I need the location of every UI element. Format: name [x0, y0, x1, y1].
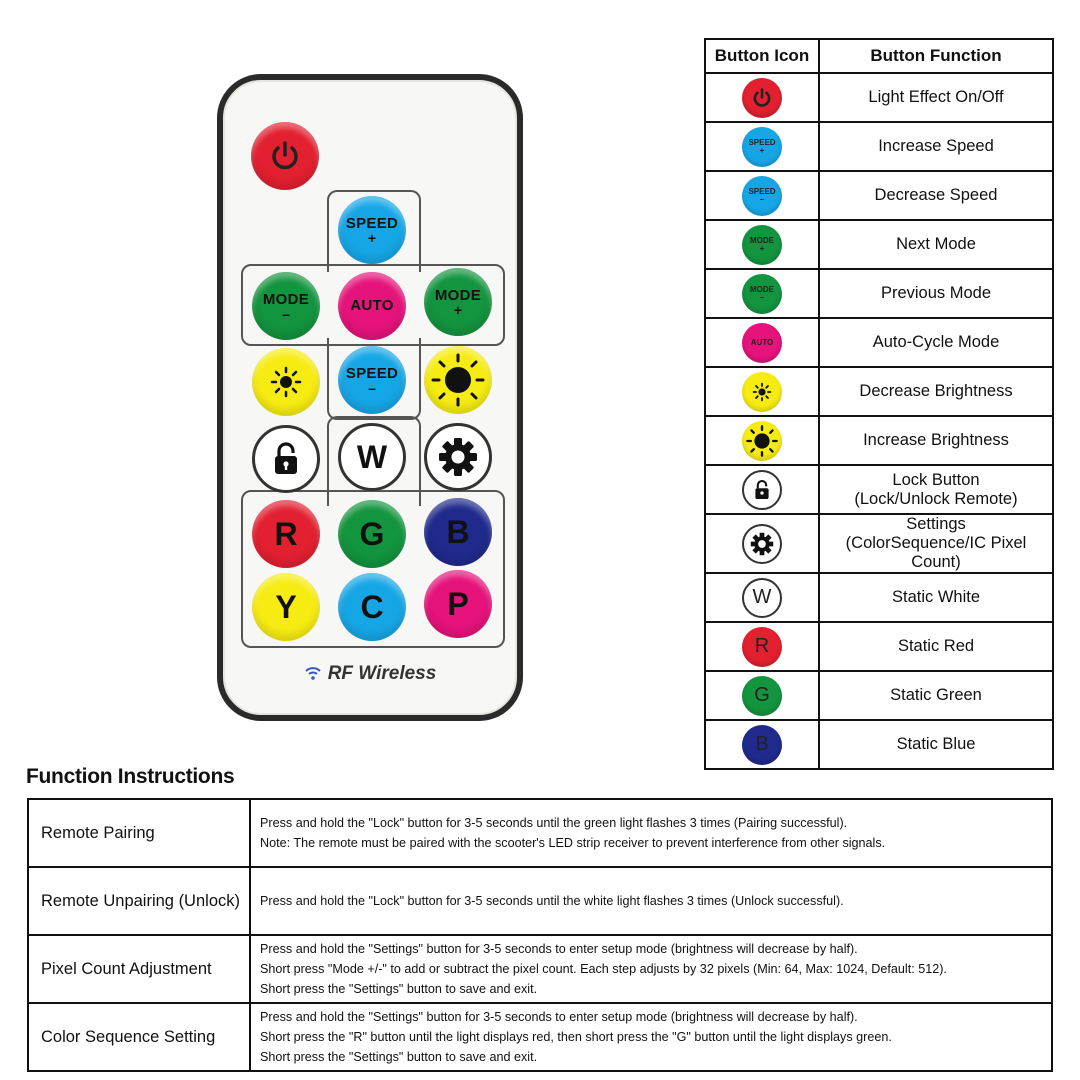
- brightness-down-button[interactable]: [252, 348, 320, 416]
- small-sun-icon: [266, 362, 306, 402]
- power-button[interactable]: [251, 122, 319, 190]
- function-cell: [819, 514, 1053, 573]
- brightness-up-button[interactable]: [424, 346, 492, 414]
- auto-button[interactable]: [338, 272, 406, 340]
- instruction-name: Pixel Count Adjustment: [28, 935, 250, 1003]
- instruction-line: Short press the "Settings" button to save and exit.: [260, 982, 538, 996]
- instruction-description: [250, 867, 1052, 935]
- mode-down-label: MODE: [262, 291, 310, 308]
- table-row: [705, 573, 1053, 622]
- instruction-description: [250, 799, 1052, 867]
- yellow-button[interactable]: [252, 573, 320, 641]
- table-row: [28, 935, 1052, 1003]
- instruction-line: Note: The remote must be paired with the scooter's LED strip receiver to prevent interference from other signals.: [260, 836, 886, 850]
- function-cell: Decrease Brightness: [819, 367, 1053, 416]
- table-row: [705, 367, 1053, 416]
- speed-plus-icon: SPEED +: [742, 127, 782, 167]
- blue-button[interactable]: [424, 498, 492, 566]
- function-cell: Static Green: [819, 671, 1053, 720]
- lock-icon: [271, 441, 301, 477]
- power-icon: [268, 139, 302, 173]
- white-label: W: [356, 438, 388, 475]
- rf-wireless-label: [223, 663, 517, 685]
- instruction-description: [250, 935, 1052, 1003]
- table-row: [705, 220, 1053, 269]
- red-button[interactable]: [252, 500, 320, 568]
- auto-label: AUTO: [350, 297, 394, 314]
- instructions-title: Function Instructions: [26, 765, 235, 788]
- speed-down-button[interactable]: [338, 346, 406, 414]
- gear-icon: [742, 524, 782, 564]
- mode-up-button[interactable]: [424, 268, 492, 336]
- instruction-name: Color Sequence Setting: [28, 1003, 250, 1071]
- large-sun-icon: [742, 421, 782, 461]
- blue-label: B: [446, 513, 470, 550]
- instruction-line: Short press "Mode +/-" to add or subtract the pixel count. Each step adjusts by 32 pixels (Min: 64, Max: 1024, Default: 512).: [260, 962, 947, 976]
- cyan-label: C: [360, 588, 384, 625]
- letter-r-icon: R: [742, 627, 782, 667]
- table-row: [28, 867, 1052, 935]
- instruction-line: Short press the "Settings" button to save and exit.: [260, 1050, 538, 1064]
- mode-down-button[interactable]: [252, 272, 320, 340]
- mode-up-label: MODE: [434, 287, 482, 304]
- mode-plus-icon: MODE +: [742, 225, 782, 265]
- green-label: G: [359, 515, 385, 552]
- header-button-icon: Button Icon: [705, 39, 819, 73]
- button-icon-table: [704, 38, 1054, 770]
- white-button[interactable]: [338, 423, 406, 491]
- instruction-name: Remote Pairing: [28, 799, 250, 867]
- function-line-2: (ColorSequence/IC Pixel Count): [845, 534, 1027, 571]
- power-icon: [742, 78, 782, 118]
- letter-b-icon: B: [742, 725, 782, 765]
- brand-text: RF Wireless: [327, 663, 437, 684]
- letter-g-icon: G: [742, 676, 782, 716]
- mode-down-sign: –: [282, 306, 290, 322]
- table-row: [705, 318, 1053, 367]
- speed-down-sign: –: [368, 380, 376, 396]
- table-row: [705, 122, 1053, 171]
- function-line-1: Lock Button: [892, 470, 980, 489]
- function-line-1: Settings: [906, 515, 966, 533]
- instruction-line: Press and hold the "Lock" button for 3-5 seconds until the white light flashes 3 times (Unlock successful).: [260, 894, 844, 908]
- function-cell: Static Blue: [819, 720, 1053, 769]
- function-cell: Increase Brightness: [819, 416, 1053, 465]
- yellow-label: Y: [275, 588, 297, 625]
- instruction-line: Press and hold the "Lock" button for 3-5 seconds until the green light flashes 3 times (Pairing successful).: [260, 816, 848, 830]
- lock-icon: [742, 470, 782, 510]
- gear-icon: [436, 435, 480, 479]
- table-row: [28, 799, 1052, 867]
- table-row: [28, 1003, 1052, 1071]
- table-row: [705, 73, 1053, 122]
- green-button[interactable]: [338, 500, 406, 568]
- cyan-button[interactable]: [338, 573, 406, 641]
- function-cell: [819, 465, 1053, 514]
- table-row: [705, 465, 1053, 514]
- speed-down-label: SPEED: [345, 365, 399, 382]
- mode-minus-icon: MODE –: [742, 274, 782, 314]
- table-header-row: [705, 39, 1053, 73]
- instruction-line: Short press the "R" button until the light displays red, then short press the "G" button until the light displays green.: [260, 1030, 892, 1044]
- speed-up-sign: +: [367, 230, 377, 246]
- instruction-line: Press and hold the "Settings" button for 3-5 seconds to enter setup mode (brightness will decrease by half).: [260, 1010, 858, 1024]
- function-cell: Static White: [819, 573, 1053, 622]
- table-row: [705, 514, 1053, 573]
- function-cell: Next Mode: [819, 220, 1053, 269]
- function-cell: Increase Speed: [819, 122, 1053, 171]
- instruction-name: Remote Unpairing (Unlock): [28, 867, 250, 935]
- instruction-description: [250, 1003, 1052, 1071]
- settings-button[interactable]: [424, 423, 492, 491]
- speed-up-button[interactable]: [338, 196, 406, 264]
- function-cell: Decrease Speed: [819, 171, 1053, 220]
- table-row: [705, 671, 1053, 720]
- header-button-function: Button Function: [819, 39, 1053, 73]
- function-cell: Static Red: [819, 622, 1053, 671]
- small-sun-icon: [742, 372, 782, 412]
- wifi-icon: [304, 665, 322, 681]
- letter-w-icon: W: [742, 578, 782, 618]
- instructions-table: [27, 798, 1053, 1072]
- purple-button[interactable]: [424, 570, 492, 638]
- function-cell: Light Effect On/Off: [819, 73, 1053, 122]
- speed-minus-icon: SPEED –: [742, 176, 782, 216]
- remote-control: [217, 74, 523, 721]
- purple-label: P: [447, 585, 469, 622]
- table-row: [705, 416, 1053, 465]
- auto-icon: AUTO: [742, 323, 782, 363]
- table-row: [705, 720, 1053, 769]
- table-row: [705, 622, 1053, 671]
- lock-button[interactable]: [252, 425, 320, 493]
- mode-up-sign: +: [453, 302, 463, 318]
- table-row: [705, 171, 1053, 220]
- large-sun-icon: [429, 351, 487, 409]
- red-label: R: [274, 515, 298, 552]
- function-cell: Previous Mode: [819, 269, 1053, 318]
- function-cell: Auto-Cycle Mode: [819, 318, 1053, 367]
- table-row: [705, 269, 1053, 318]
- function-line-2: (Lock/Unlock Remote): [854, 489, 1018, 508]
- speed-up-label: SPEED: [345, 215, 399, 232]
- instruction-line: Press and hold the "Settings" button for 3-5 seconds to enter setup mode (brightness will decrease by half).: [260, 942, 858, 956]
